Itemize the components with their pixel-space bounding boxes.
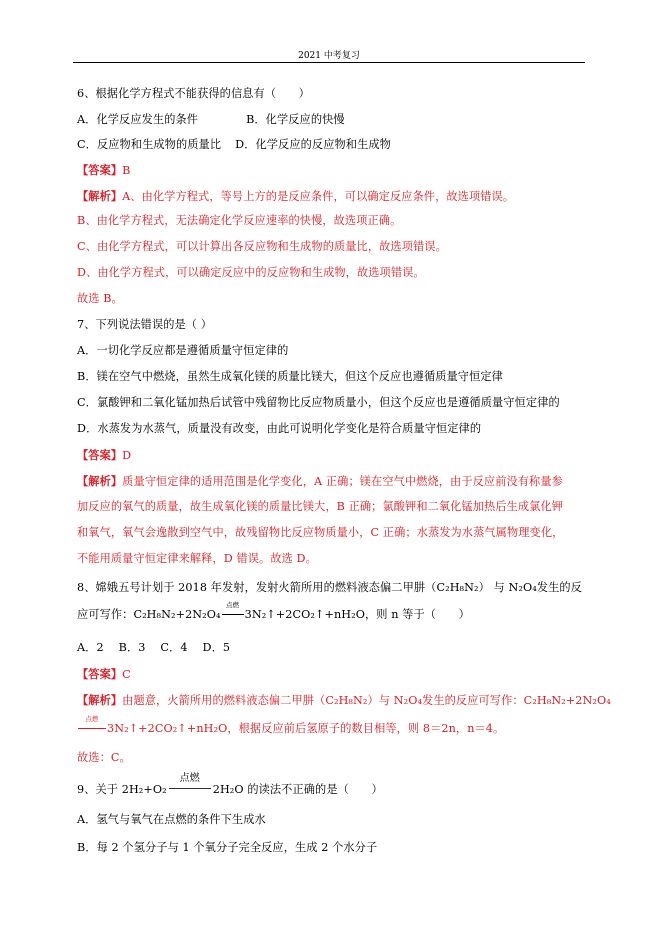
q7-analysis-1 [77,473,563,490]
q6-option-b: B．化学反应的快慢 [246,113,345,126]
q9-option-a: A．氢气与氧气在点燃的条件下生成水 [77,813,266,826]
q8-condition-line [222,614,244,615]
q7-answer-value: D [122,449,132,462]
q6-analysis-2: B、由化学方程式，无法确定化学反应速率的快慢，故选项正确。 [77,214,402,227]
q6-analysis-text-1: A、由化学方程式，等号上方的是反应条件，可以确定反应条件，故选项错误。 [122,190,515,203]
q8-condition-text: 点燃 [226,601,240,609]
q7-stem: 7、下列说法错误的是（ ） [77,318,213,331]
q8-options: A．2 B．3 C．4 D．5 [77,641,231,654]
q6-conclusion: 故选 B。 [77,292,123,305]
q8-analysis-condition-line [78,728,106,729]
q6-answer [77,162,130,179]
q7-option-c: C．氯酸钾和二氧化锰加热后试管中残留物比反应物质量小，但这个反应也是遵循质量守恒定律的 [77,396,560,409]
q6-options-cd [77,137,391,153]
q9-equation-right: 2H₂O 的读法不正确的是（ ） [212,783,383,796]
q7-analysis-text-1: 质量守恒定律的适用范围是化学变化，A 正确；镁在空气中燃烧，由于反应前没有称量参 [122,475,563,488]
q9-equation-left: 9、关于 2H₂+O₂ [77,783,167,796]
q6-analysis-1 [77,188,514,205]
q8-reaction-condition [221,601,245,623]
q7-answer-label: 【答案】 [77,448,123,462]
q8-analysis-condition-text: 点燃 [85,715,99,723]
q8-analysis-text-2: 3N₂↑+2CO₂↑+nH₂O，根据反应前后氢原子的数目相等，则 8＝2n，n＝4。 [107,722,505,735]
q6-answer-label: 【答案】 [77,163,123,177]
q8-answer-label: 【答案】 [77,667,123,681]
page-header: 2021 中考复习 [298,51,360,61]
q9-condition-line [169,788,211,789]
q7-analysis-4: 不能用质量守恒定律来解释，D 错误。故选 D。 [77,552,317,565]
q8-stem-2 [77,601,470,623]
q7-analysis-label: 【解析】 [77,474,123,488]
q7-option-d: D．水蒸发为水蒸气，质量没有改变，由此可说明化学变化是符合质量守恒定律的 [77,422,482,435]
q7-analysis-3: 和氧气，氧气会逸散到空气中，故残留物比反应物质量小，C 正确；水蒸发为水蒸气属物理变化， [77,526,564,539]
q9-stem [77,773,383,798]
q6-analysis-3: C、由化学方程式，可以计算出各反应物和生成物的质量比，故选项错误。 [77,240,447,253]
q6-answer-value: B [122,164,131,177]
q8-analysis-text-1: 由题意，火箭所用的燃料液态偏二甲肼（C₂H₈N₂）与 N₂O₄发生的反应可写作：C₂H₈N₂+2N₂O₄ [122,694,611,707]
q6-option-a: A．化学反应发生的条件 [77,113,199,126]
q8-answer-value: C [122,668,131,681]
q8-stem-1: 8、嫦娥五号计划于 2018 年发射，发射火箭所用的燃料液态偏二甲肼（C₂H₈N₂） 与 N₂O₄发生的反 [77,581,582,594]
q8-conclusion: 故选：C。 [77,751,131,764]
q8-analysis-1 [77,692,611,709]
q8-answer [77,666,131,683]
header-rule [73,62,585,63]
q7-option-b: B．镁在空气中燃烧，虽然生成氧化镁的质量比镁大，但这个反应也遵循质量守恒定律 [77,370,503,383]
q6-analysis-4: D、由化学方程式，可以确定反应中的反应物和生成物，故选项错误。 [77,266,425,279]
q7-answer [77,447,131,464]
q9-option-b: B．每 2 个氢分子与 1 个氧分子完全反应，生成 2 个水分子 [77,841,378,854]
q8-analysis-2 [77,715,505,737]
q6-option-c: C．反应物和生成物的质量比 [77,138,222,151]
q6-options-ab [77,112,345,128]
q6-analysis-label: 【解析】 [77,189,123,203]
q6-stem: 6、根据化学方程式不能获得的信息有（ ） [77,87,310,100]
q6-option-d: D．化学反应的反应物和生成物 [235,138,391,151]
q7-option-a: A．一切化学反应都是遵循质量守恒定律的 [77,344,289,357]
q9-reaction-condition [167,773,213,798]
q8-equation-left: 应可写作：C₂H₈N₂+2N₂O₄ [77,608,221,621]
q8-analysis-condition [77,715,107,737]
q9-condition-text: 点燃 [179,773,200,784]
q8-equation-right: 3N₂↑+2CO₂↑+nH₂O，则 n 等于（ ） [244,608,470,621]
q8-analysis-label: 【解析】 [77,693,123,707]
q7-analysis-2: 加反应的氧气的质量，故生成氧化镁的质量比镁大，B 正确；氯酸钾和二氧化锰加热后生成氯化钾 [77,500,564,513]
